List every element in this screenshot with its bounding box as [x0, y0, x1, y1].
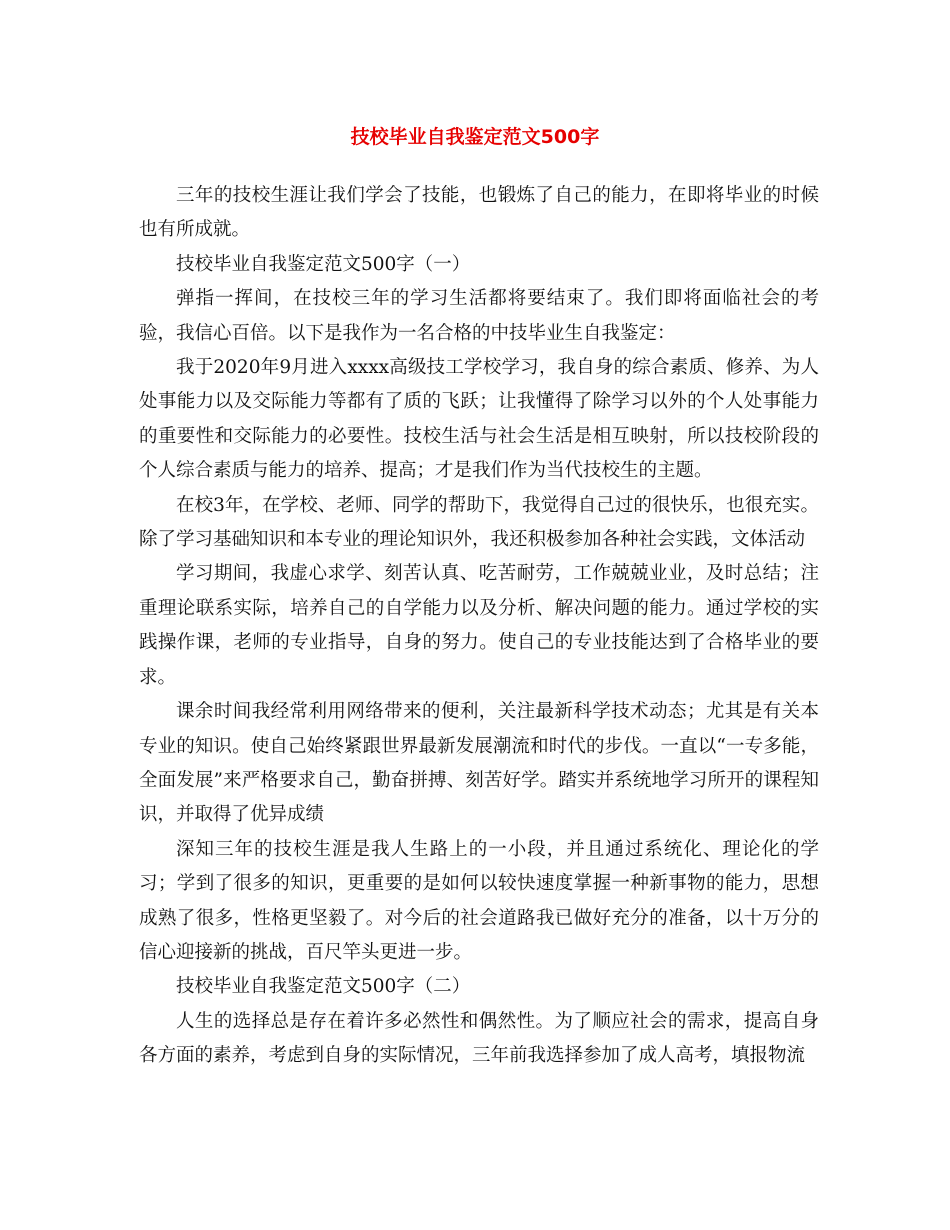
section-heading-1: 技校毕业自我鉴定范文500字（一）: [176, 253, 471, 275]
paragraph: 弹指一挥间，在技校三年的学习生活都将要结束了。我们即将面临社会的考验，我信心百倍。以下是我作为一名合格的中技毕业生自我鉴定：: [139, 288, 819, 344]
section-heading-2: 技校毕业自我鉴定范文500字（二）: [176, 976, 471, 998]
document-body: [139, 179, 819, 1074]
paragraph-intro: 三年的技校生涯让我们学会了技能，也锻炼了自己的能力，在即将毕业的时候也有所成就。: [139, 185, 819, 241]
paragraph: 深知三年的技校生涯是我人生路上的一小段，并且通过系统化、理论化的学习；学到了很多的知识，更重要的是如何以较快速度掌握一种新事物的能力，思想成熟了很多，性格更坚毅了。对今后的社会道路我已做好充分的准备，以十万分的信心迎接新的挑战，百尺竿头更进一步。: [139, 838, 819, 963]
paragraph: 人生的选择总是存在着许多必然性和偶然性。为了顺应社会的需求，提高自身各方面的素养，考虑到自身的实际情况，三年前我选择参加了成人高考，填报物流: [139, 1010, 819, 1067]
document-title: 技校毕业自我鉴定范文500字: [350, 126, 600, 148]
paragraph: 在校3年，在学校、老师、同学的帮助下，我觉得自己过的很快乐，也很充实。除了学习基础知识和本专业的理论知识外，我还积极参加各种社会实践，文体活动: [139, 494, 819, 551]
paragraph: 学习期间，我虚心求学、刻苦认真、吃苦耐劳，工作兢兢业业，及时总结；注重理论联系实际，培养自己的自学能力以及分析、解决问题的能力。通过学校的实践操作课，老师的专业指导，自身的努力。使自己的专业技能达到了合格毕业的要求。: [139, 563, 819, 688]
paragraph: 课余时间我经常利用网络带来的便利，关注最新科学技术动态；尤其是有关本专业的知识。使自己始终紧跟世界最新发展潮流和时代的步伐。一直以“一专多能，全面发展”来严格要求自己，勤奋拼搏、刻苦好学。踏实并系统地学习所开的课程知识，并取得了优异成绩: [139, 701, 819, 826]
paragraph: 我于2020年9月进入xxxx高级技工学校学习，我自身的综合素质、修养、为人处事能力以及交际能力等都有了质的飞跃；让我懂得了除学习以外的个人处事能力的重要性和交际能力的必要性。技校生活与社会生活是相互映射，所以技校阶段的个人综合素质与能力的培养、提高；才是我们作为当代技校生的主题。: [139, 357, 819, 482]
